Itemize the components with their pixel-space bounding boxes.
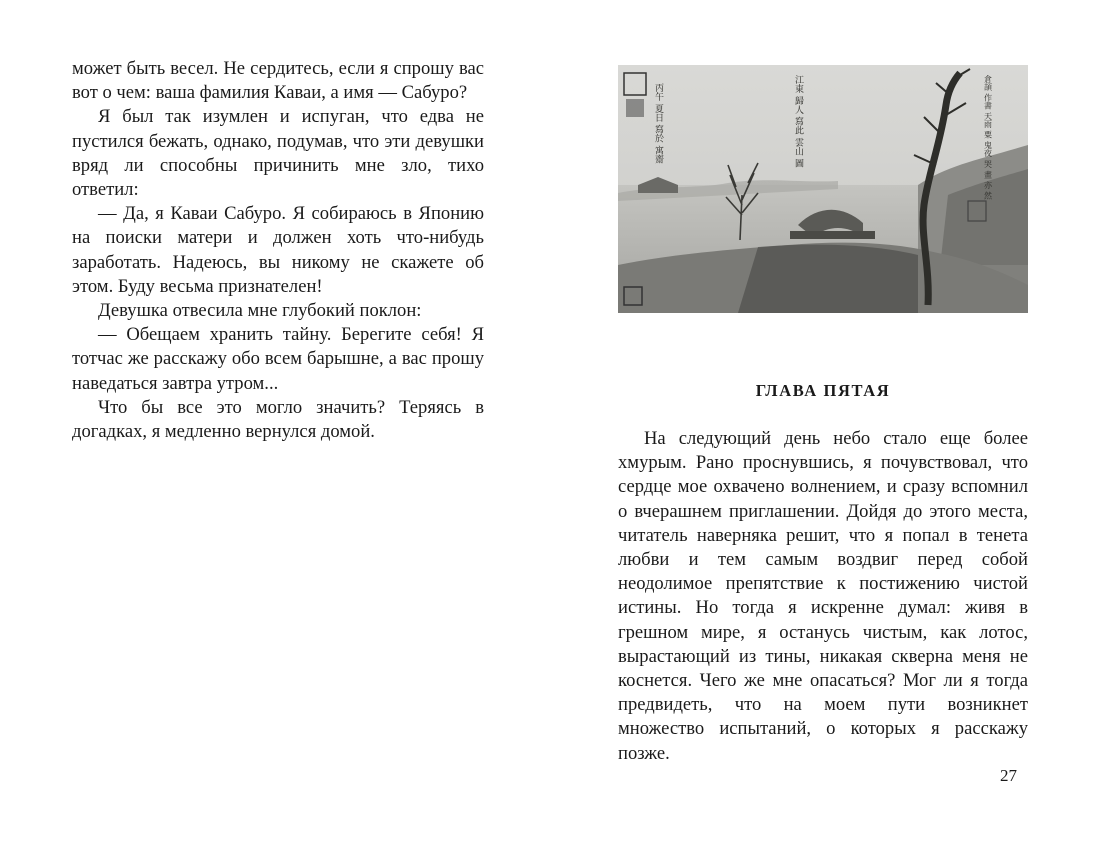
paragraph: На следующий день небо стало еще более хмурым. Рано проснувшись, я почувствовал, что сердце мое охвачено волнением, и сразу вспомнил о вчерашнем приглашении. Дойдя до этого места, читатель наверняка решит, что я попал в тенета любви и тем самым воздвиг перед собой неодолимое препятствие к постижению чистой истины. Но тогда я искренне думал: живя в грешном мире, я останусь чистым, как лотос, вырастающий из тины, никакая скверна меня не коснется. Чего же мне опасаться? Мог ли я тогда предвидеть, что на моем пути возникнет множество испытаний, о которых я расскажу позже. xyxy=(618,428,1028,764)
chapter-title: ГЛАВА ПЯТАЯ xyxy=(755,381,891,400)
svg-text:丙午 夏日 寫於 寓齋: 丙午 夏日 寫於 寓齋 xyxy=(653,83,663,164)
svg-text:倉頡 作書 天雨 粟 鬼夜 哭 畫 亦 然: 倉頡 作書 天雨 粟 鬼夜 哭 畫 亦 然 xyxy=(983,75,993,200)
right-page xyxy=(618,65,1028,764)
page-number: 27 xyxy=(1000,766,1017,785)
bridge-base xyxy=(790,231,875,239)
right-page-text xyxy=(618,427,1028,766)
paragraph: — Обещаем хранить тайну. Берегите себя! Я тотчас же расскажу обо всем барышне, а вас прошу наведаться завтра утром... xyxy=(72,324,484,394)
paragraph: Что бы все это могло значить? Теряясь в догадках, я медленно вернулся домой. xyxy=(72,396,484,443)
paragraph: может быть весел. Не сердитесь, если я спрошу вас вот о чем: ваша фамилия Каваи, а имя — Сабуро? xyxy=(72,58,484,104)
paragraph: — Да, я Каваи Сабуро. Я собираюсь в Японию на поиски матери и должен хоть что-нибудь заработать. Надеюсь, вы никому не скажете об этом. Буду весьма признателен! xyxy=(72,203,484,297)
calligraphy-inscription-right xyxy=(983,74,993,200)
calligraphy-inscription-center xyxy=(793,75,804,168)
landscape-illustration xyxy=(618,65,1028,313)
svg-text:江東 歸人 寫此 雲山 圖: 江東 歸人 寫此 雲山 圖 xyxy=(793,75,803,168)
paragraph: Я был так изумлен и испуган, что едва не пустился бежать, однако, подумав, что эти девушки вряд ли способны причинить мне зло, тихо ответил: xyxy=(72,106,484,201)
left-page-text xyxy=(72,57,484,444)
paragraph: Девушка отвесила мне глубокий поклон: xyxy=(98,300,422,322)
foreground-dark xyxy=(738,245,918,313)
